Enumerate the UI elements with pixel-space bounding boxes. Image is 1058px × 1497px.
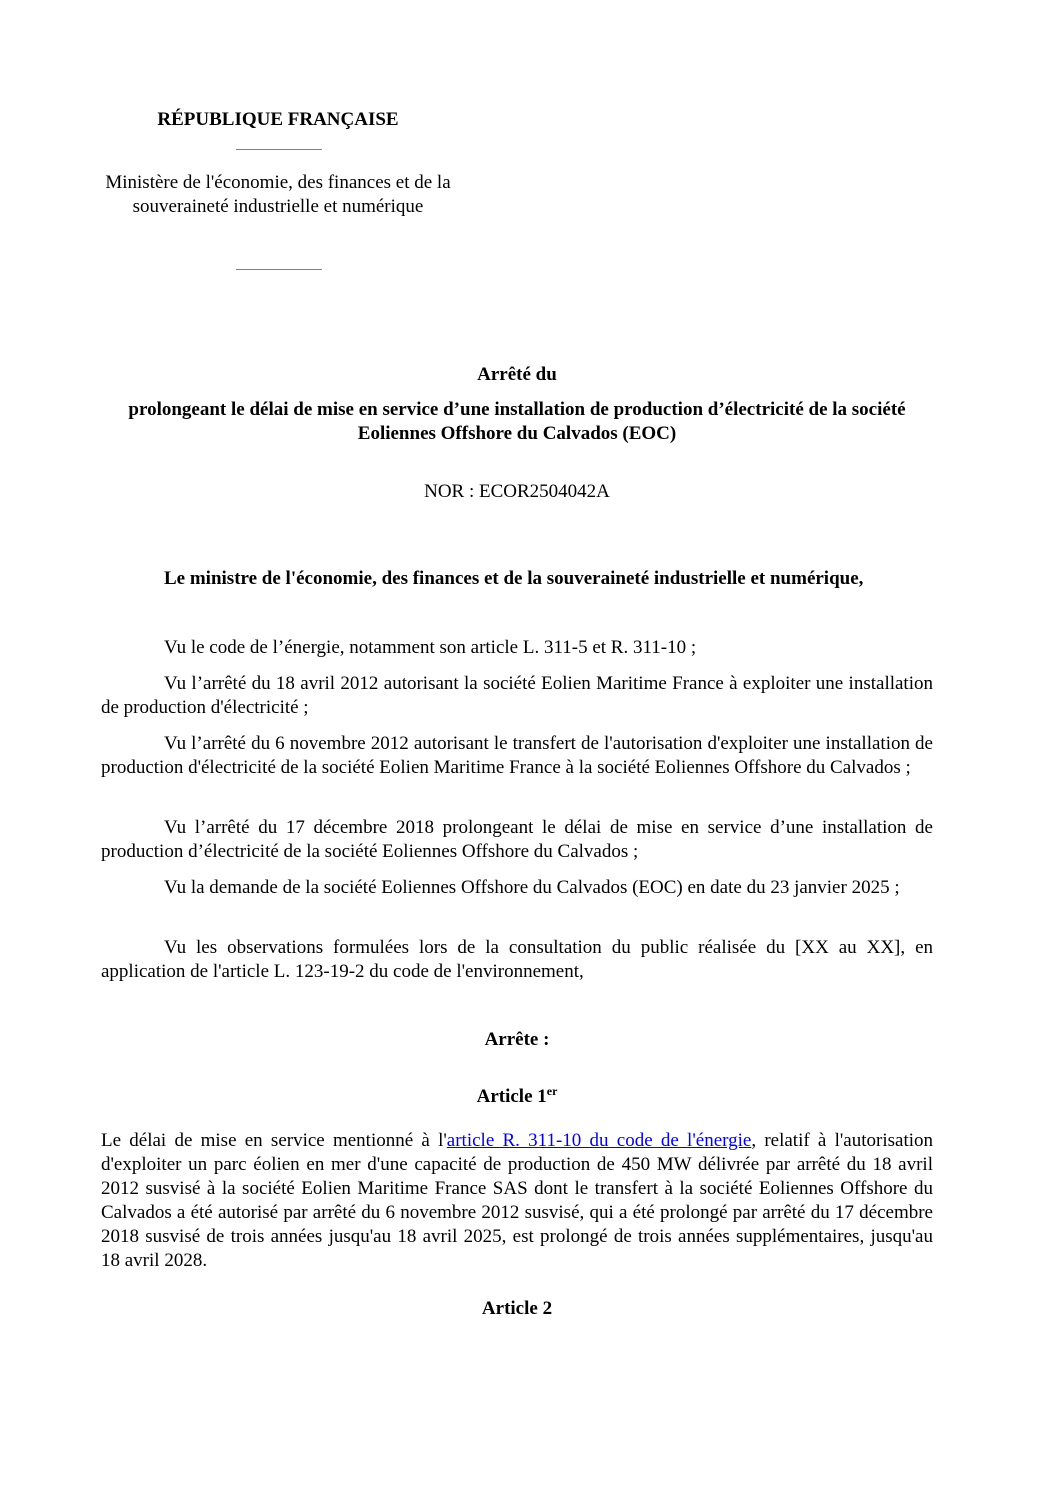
visa-item: Vu les observations formulées lors de la consultation du public réalisée du [XX au XX], en application de l'article L. 123-19-2 du code de l'environnement, bbox=[101, 937, 933, 982]
article-1-title: Article 1 bbox=[476, 1086, 547, 1107]
article-1-superscript: er bbox=[546, 1084, 558, 1098]
arrete-subject: prolongeant le délai de mise en service d’une installation de production d’électricité de la société Eoliennes Offshore du Calvados (EOC) bbox=[128, 399, 906, 444]
article-1-heading bbox=[101, 1085, 933, 1109]
visa-item: Vu la demande de la société Eoliennes Offshore du Calvados (EOC) en date du 23 janvier 2025 ; bbox=[164, 877, 900, 898]
visa-item: Vu l’arrêté du 18 avril 2012 autorisant la société Eolien Maritime France à exploiter une installation de production d'électricité ; bbox=[101, 673, 933, 718]
header-divider bbox=[236, 149, 322, 150]
nor-reference: NOR : ECOR2504042A bbox=[424, 481, 610, 502]
visa-item: Vu l’arrêté du 6 novembre 2012 autorisant le transfert de l'autorisation d'exploiter une installation de production d'électricité de la société Eolien Maritime France à la société Eoliennes Offshore du Calvados ; bbox=[101, 733, 933, 778]
header-divider bbox=[236, 269, 322, 270]
visa-item: Vu le code de l’énergie, notamment son article L. 311-5 et R. 311-10 ; bbox=[164, 637, 697, 658]
visa-item: Vu l’arrêté du 17 décembre 2018 prolongeant le délai de mise en service d’une installation de production d’électricité de la société Eoliennes Offshore du Calvados ; bbox=[101, 817, 933, 862]
republic-heading: RÉPUBLIQUE FRANÇAISE bbox=[157, 109, 399, 130]
energy-code-article-link[interactable]: article R. 311-10 du code de l'énergie bbox=[446, 1130, 752, 1151]
article-1-text-end: , relatif à l'autorisation d'exploiter un parc éolien en mer d'une capacité de production de 450 MW délivrée par arrêté du 18 avril 2012 susvisé à la société Eolien Maritime France SAS dont le transfert à la société Eoliennes Offshore du Calvados a été autorisé par arrêté du 6 novembre 2012 susvisé, qui a été prolongé par arrêté du 17 décembre 2018 susvisé de trois années jusqu'au 18 avril 2025, est prolongé de trois années supplémentaires, jusqu'au 18 avril 2028. bbox=[101, 1130, 933, 1271]
arrete-date-heading: Arrêté du bbox=[477, 364, 557, 385]
arrete-heading: Arrête : bbox=[484, 1029, 550, 1050]
article-1-text-start: Le délai de mise en service mentionné à l' bbox=[101, 1130, 447, 1151]
article-1-body bbox=[101, 1129, 933, 1273]
ministry-name: Ministère de l'économie, des finances et de la souveraineté industrielle et numérique bbox=[105, 172, 451, 217]
article-2-heading: Article 2 bbox=[481, 1298, 553, 1319]
minister-line: Le ministre de l'économie, des finances et de la souveraineté industrielle et numérique, bbox=[164, 568, 864, 589]
